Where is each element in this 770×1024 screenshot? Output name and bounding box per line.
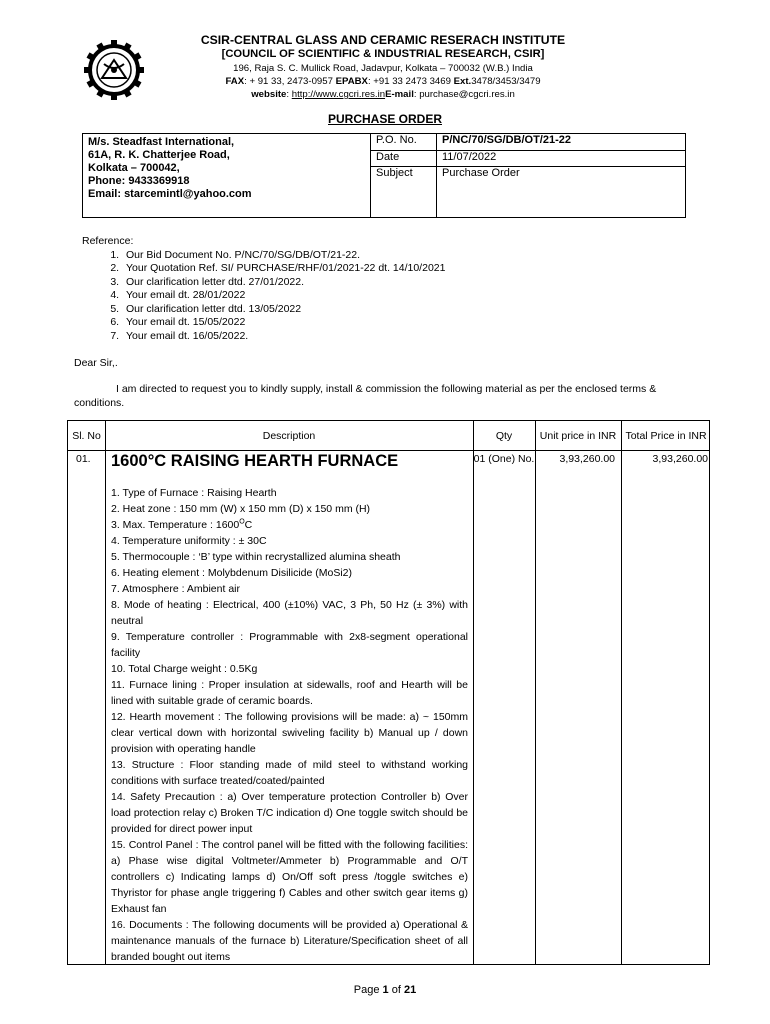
po-no-label: P.O. No. [371, 134, 437, 151]
intro-paragraph [74, 382, 704, 410]
page-prefix: Page [353, 984, 383, 996]
salutation: Dear Sir,. [74, 357, 118, 369]
header-sl-no: Sl. No [72, 429, 101, 442]
header-total-price: Total Price in INR [625, 429, 707, 442]
date-label: Date [371, 150, 437, 167]
item-title: 1600°C RAISING HEARTH FURNACE [111, 452, 399, 470]
reference-list [82, 249, 445, 344]
csir-logo [82, 38, 146, 102]
spec-item: 10. Total Charge weight : 0.5Kg [111, 663, 258, 675]
email-label: E-mail [385, 89, 414, 100]
epabx-value: : +91 33 2473 3469 [367, 76, 451, 87]
fax-label: FAX [225, 76, 245, 87]
spec-item: 14. Safety Precaution : a) Over temperature protection Controller b) Over load protection relay c) Broken T/C indication d) One toggle switch should be provided for direct power input [111, 791, 468, 835]
column-divider [105, 421, 106, 964]
temp-unit: C [244, 519, 253, 531]
row-unit-price: 3,93,260.00 [559, 453, 615, 465]
spec-item: 16. Documents : The following documents will be provided a) Operational & maintenance manuals of the furnace b) Literature/Specification sheet of all branded bought out items [111, 919, 468, 963]
intro-text: I am directed to request you to kindly supply, install & commission the following material as per the enclosed terms & conditions. [74, 383, 657, 409]
document-title: PURCHASE ORDER [327, 112, 442, 126]
institute-address: 196, Raja S. C. Mullick Road, Jadavpur, Kolkata – 700032 (W.B.) India [233, 63, 533, 74]
reference-item: 5. Our clarification letter dtd. 13/05/2022 [122, 303, 445, 317]
spec-item: 11. Furnace lining : Proper insulation at sidewalls, roof and Hearth will be lined with suitable grade of ceramic boards. [111, 679, 468, 707]
website-link[interactable]: http://www.cgcri.res.in [291, 89, 386, 100]
vendor-address-2: Kolkata – 700042, [88, 162, 180, 174]
vendor-block [83, 134, 371, 218]
spec-item: 1. Type of Furnace : Raising Hearth [111, 487, 277, 499]
spec-list [111, 485, 468, 965]
row-total-price: 3,93,260.00 [652, 453, 708, 465]
header-divider [68, 450, 709, 451]
reference-item: 4. Your email dt. 28/01/2022 [122, 289, 445, 303]
vendor-po-table [82, 133, 686, 218]
spec-item: 8. Mode of heating : Electrical, 400 (±10%) VAC, 3 Ph, 50 Hz (± 3%) with neutral [111, 599, 468, 627]
column-divider [535, 421, 536, 964]
degree-superscript: O [239, 518, 245, 526]
subject-value: Purchase Order [437, 167, 686, 218]
ext-value: 3478/3453/3479 [471, 76, 541, 87]
column-divider [473, 421, 474, 964]
reference-item: 1. Our Bid Document No. P/NC/70/SG/DB/OT/21-22. [122, 249, 445, 263]
header-description: Description [262, 429, 316, 442]
page-footer [0, 984, 770, 996]
spec-item: 5. Thermocouple : ‘B’ type within recrystallized alumina sheath [111, 551, 401, 563]
ext-label: Ext. [453, 76, 472, 87]
date-value: 11/07/2022 [437, 150, 686, 167]
spec-temp-text: 3. Max. Temperature : 1600 [111, 519, 240, 531]
page-of: of [388, 984, 404, 996]
vendor-phone: Phone: 9433369918 [88, 175, 190, 187]
council-name: [COUNCIL OF SCIENTIFIC & INDUSTRIAL RESEARCH, CSIR] [221, 48, 545, 60]
reference-item: 6. Your email dt. 15/05/2022 [122, 316, 445, 330]
website-label: website [251, 89, 287, 100]
epabx-label: EPABX [335, 76, 368, 87]
institute-name: CSIR-CENTRAL GLASS AND CERAMIC RESERACH INSTITUTE [200, 33, 566, 47]
spec-item: 6. Heating element : Molybdenum Disilicide (MoSi2) [111, 567, 353, 579]
spec-item: 12. Hearth movement : The following provisions will be made: a) ~ 150mm clear vertical down with horizontal swiveling facility b) Manual up / down provision with operating handle [111, 711, 468, 755]
email-value: : purchase@cgcri.res.in [413, 89, 515, 100]
reference-label: Reference: [82, 235, 134, 247]
row-sl-no: 01. [76, 453, 91, 465]
spec-item: 7. Atmosphere : Ambient air [111, 583, 240, 595]
spec-item: 15. Control Panel : The control panel will be fitted with the following facilities: a) Phase wise digital Voltmeter/Ammeter b) Programmable and O/T controllers c) Indicating lamps d) On/Off soft press /toggle switches e) Thyristor for phase angle triggering f) Cables and other switch gear items g) Exhaust fan [111, 839, 468, 915]
spec-item [111, 517, 468, 533]
vendor-name: M/s. Steadfast International, [88, 136, 235, 148]
column-divider [621, 421, 622, 964]
vendor-address-1: 61A, R. K. Chatterjee Road, [88, 149, 230, 161]
row-qty: 01 (One) No. [473, 453, 535, 465]
reference-item: 2. Your Quotation Ref. SI/ PURCHASE/RHF/01/2021-22 dt. 14/10/2021 [122, 262, 445, 276]
web-line: website: http://www.cgcri.res.inE-mail: purchase@cgcri.res.in [251, 89, 515, 100]
reference-item: 7. Your email dt. 16/05/2022. [122, 330, 445, 344]
header-unit-price: Unit price in INR [539, 429, 617, 442]
subject-label: Subject [371, 167, 437, 218]
reference-section [82, 235, 445, 343]
reference-item: 3. Our clarification letter dtd. 27/01/2022. [122, 276, 445, 290]
page-total: 21 [403, 984, 417, 996]
spec-item: 9. Temperature controller : Programmable with 2x8-segment operational facility [111, 631, 468, 659]
items-table [67, 420, 710, 965]
po-no-value: P/NC/70/SG/DB/OT/21-22 [437, 134, 686, 151]
spec-item: 13. Structure : Floor standing made of mild steel to withstand working conditions with surface treated/coated/painted [111, 759, 468, 787]
vendor-email: Email: starcemintl@yahoo.com [88, 188, 252, 200]
contact-line [150, 75, 616, 88]
header-qty: Qty [495, 429, 513, 442]
spec-item: 4. Temperature uniformity : ± 30C [111, 535, 267, 547]
fax-value: : + 91 33, 2473-0957 [244, 76, 333, 87]
spec-item: 2. Heat zone : 150 mm (W) x 150 mm (D) x 150 mm (H) [111, 503, 371, 515]
page-number: 1 [382, 984, 389, 996]
